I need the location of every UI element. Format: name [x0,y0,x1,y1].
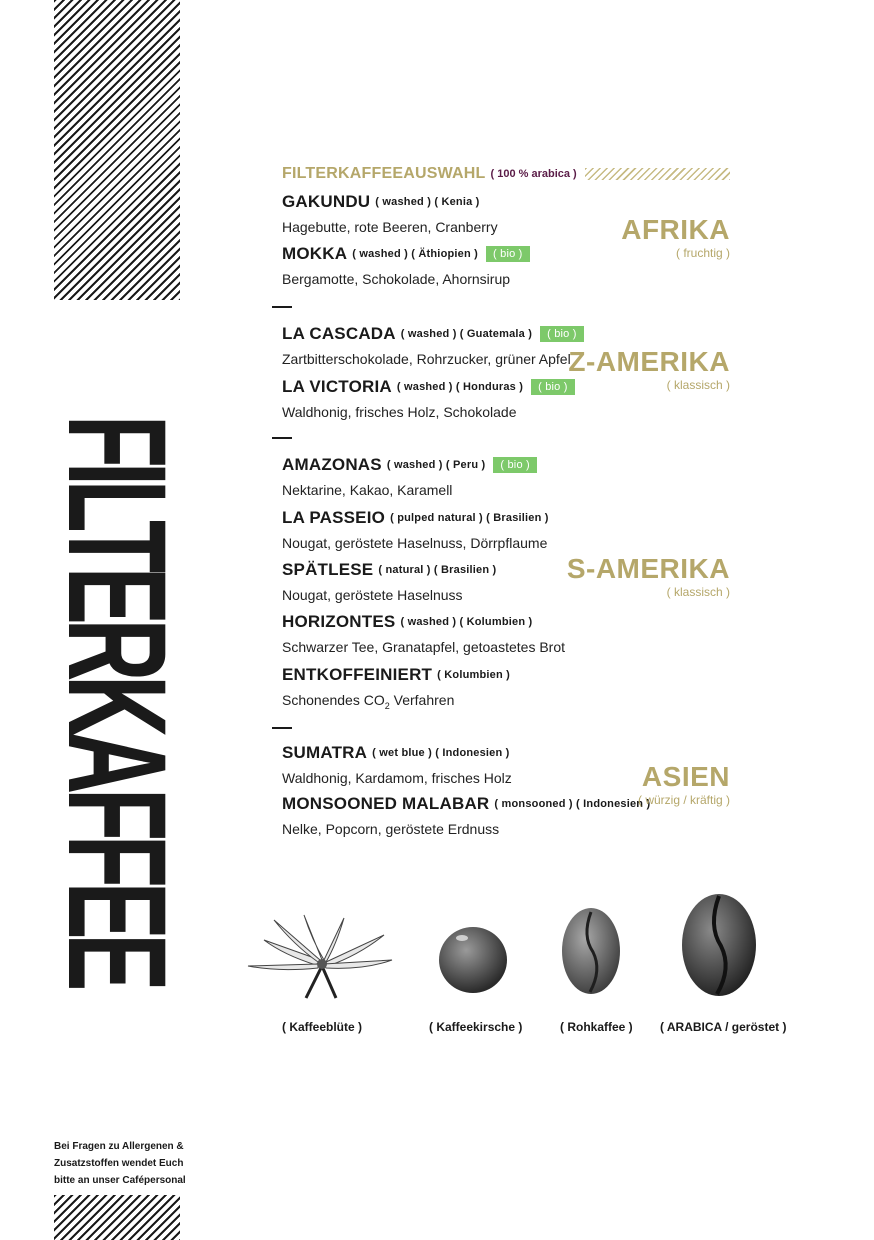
bio-badge: ( bio ) [531,379,575,395]
stage-label-arabica-geroestet: ( ARABICA / geröstet ) [660,1020,787,1034]
coffee-item-la-cascada: LA CASCADA ( washed ) ( Guatemala ) ( bio ) Zartbitterschokolade, Rohrzucker, grüner Apfel [282,322,584,372]
coffee-item-amazonas: AMAZONAS ( washed ) ( Peru ) ( bio ) Nektarine, Kakao, Karamell [282,453,537,503]
region-s-amerika: S-AMERIKA ( klassisch ) [566,553,730,599]
page-title: FILTERKAFFEE [39,414,196,986]
coffee-item-sumatra: SUMATRA ( wet blue ) ( Indonesien ) Waldhonig, Kardamom, frisches Holz [282,743,512,786]
coffee-item-gakundu: GAKUNDU ( washed ) ( Kenia ) Hagebutte, rote Beeren, Cranberry [282,192,498,235]
bio-badge: ( bio ) [540,326,584,342]
divider-dash [272,306,292,308]
coffee-item-horizontes: HORIZONTES ( washed ) ( Kolumbien ) Schwarzer Tee, Granatapfel, getoastetes Brot [282,612,566,655]
coffee-item-monsooned-malabar: MONSOONED MALABAR ( monsooned ) ( Indonesien ) Nelke, Popcorn, geröstete Erdnuss [282,794,651,837]
coffee-item-la-passeio: LA PASSEIO ( pulped natural ) ( Brasilien ) Nougat, geröstete Haselnuss, Dörrpflaume [282,508,549,551]
bio-badge: ( bio ) [493,457,537,473]
stage-label-rohkaffee: ( Rohkaffee ) [560,1020,633,1034]
arabica-note: ( 100 % arabica ) [490,168,577,180]
coffee-item-entkoffeiniert: ENTKOFFEINIERT ( Kolumbien ) Schonendes $CO_2$ Verfahren [282,665,511,711]
region-asien: ASIEN ( würzig / kräftig ) [637,761,730,807]
coffee-blossom-icon [244,910,396,1000]
bio-badge: ( bio ) [486,246,530,262]
coffee-item-mokka: MOKKA ( washed ) ( Äthiopien ) ( bio ) Bergamotte, Schokolade, Ahornsirup [282,242,530,292]
region-z-amerika: Z-AMERIKA ( klassisch ) [568,346,730,392]
green-bean-icon [560,906,622,996]
decorative-stripes-bottom [54,1195,180,1240]
header-hatch-decoration [585,168,730,180]
divider-dash [272,437,292,439]
allergen-note: Bei Fragen zu Allergenen & Zusatzstoffen wendet Euch bitte an unser Cafépersonal [54,1141,186,1186]
stage-label-kaffeebluete: ( Kaffeeblüte ) [282,1020,363,1034]
coffee-item-la-victoria: LA VICTORIA ( washed ) ( Honduras ) ( bio ) Waldhonig, frisches Holz, Schokolade [282,375,575,425]
coffee-item-spaetlese: SPÄTLESE ( natural ) ( Brasilien ) Nougat, geröstete Haselnuss [282,560,497,603]
section-header [282,164,730,184]
coffee-cherry-icon [436,922,510,996]
roasted-bean-icon [680,892,758,998]
stage-label-kaffeekirsche: ( Kaffeekirsche ) [429,1020,523,1034]
divider-dash [272,727,292,729]
region-afrika: AFRIKA ( fruchtig ) [621,214,730,260]
header-title: FILTERKAFFEEAUSWAHL [282,165,486,182]
